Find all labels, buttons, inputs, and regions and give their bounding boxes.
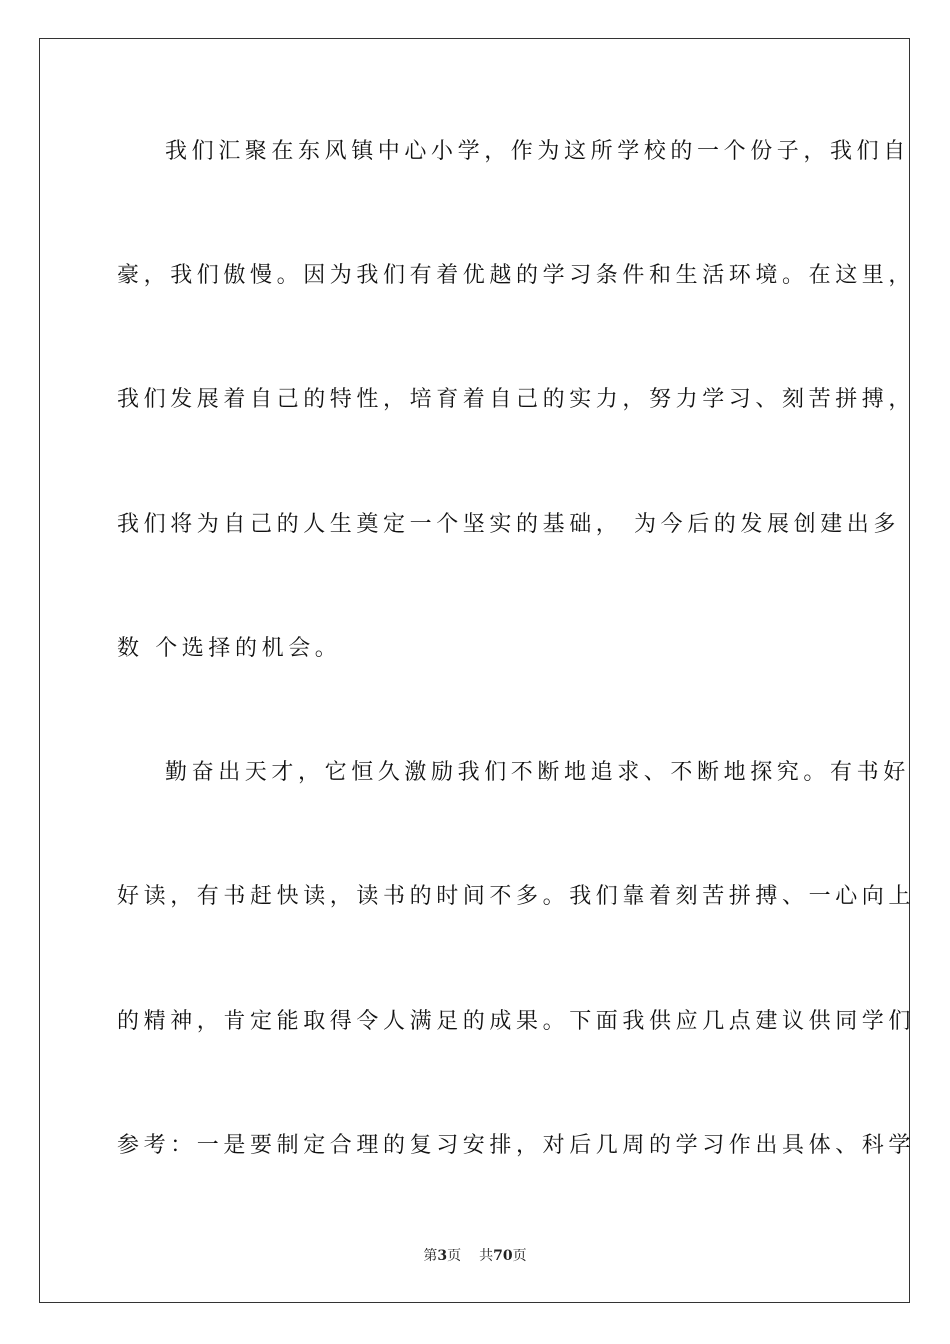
paragraph-2-line-2: 好读，有书赶快读，读书的时间不多。我们靠着刻苦拼搏、一心向上 xyxy=(117,884,916,909)
paragraph-2-line-3: 的精神，肯定能取得令人满足的成果。下面我供应几点建议供同学们 xyxy=(117,1009,916,1034)
paragraph-1-line-4: 我们将为自己的人生奠定一个坚实的基础， 为今后的发展创建出多 xyxy=(117,512,900,537)
footer-page-prefix: 第 xyxy=(423,1248,438,1264)
footer-total-number: 70 xyxy=(493,1248,513,1264)
footer-total-prefix: 共 xyxy=(479,1248,494,1264)
paragraph-1-line-3: 我们发展着自己的特性，培育着自己的实力，努力学习、刻苦拼搏， xyxy=(117,387,916,412)
paragraph-1-line-2: 豪，我们傲慢。因为我们有着优越的学习条件和生活环境。在这里， xyxy=(117,263,916,288)
footer-page-suffix: 页 xyxy=(447,1248,462,1264)
paragraph-1-line-1: 我们汇聚在东风镇中心小学，作为这所学校的一个份子，我们自 xyxy=(165,139,910,164)
paragraph-1-line-5: 数 个选择的机会。 xyxy=(117,636,342,661)
page-footer xyxy=(0,1246,950,1266)
footer-page-number: 3 xyxy=(437,1248,448,1264)
footer-total-suffix: 页 xyxy=(512,1248,527,1264)
paragraph-2-line-4: 参考：一是要制定合理的复习安排，对后几周的学习作出具体、科学 xyxy=(117,1133,916,1158)
page-border xyxy=(39,38,916,1303)
paragraph-2-line-1: 勤奋出天才，它恒久激励我们不断地追求、不断地探究。有书好 xyxy=(165,760,910,785)
